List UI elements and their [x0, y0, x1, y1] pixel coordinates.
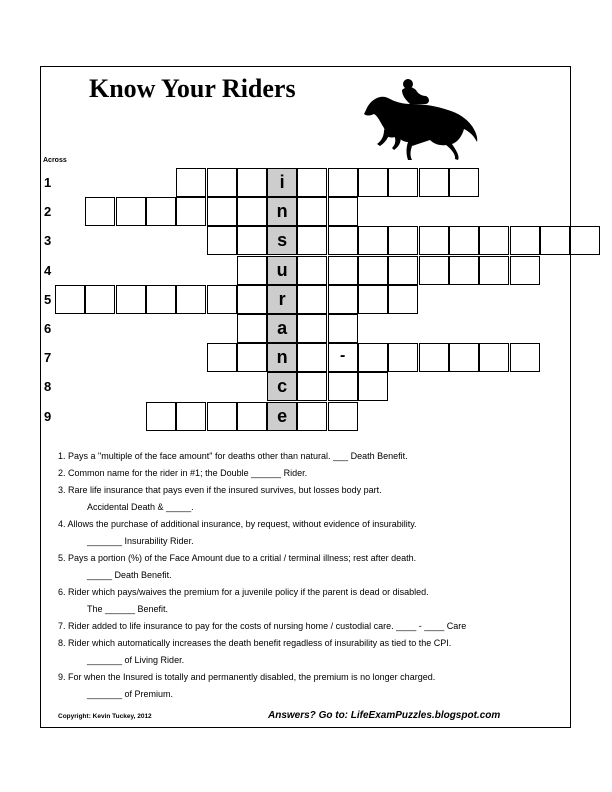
grid-cell[interactable] [297, 256, 327, 285]
clue-item [58, 618, 558, 635]
grid-cell[interactable] [328, 372, 358, 401]
grid-cell[interactable] [297, 343, 327, 372]
row-number: 9 [44, 408, 52, 424]
grid-cell[interactable] [328, 226, 358, 255]
clue-item [58, 482, 558, 516]
grid-cell[interactable] [419, 256, 449, 285]
clue-text: 6. Rider which pays/waives the premium for a juvenile policy if the parent is dead or disabled. [58, 587, 429, 597]
grid-cell[interactable] [237, 314, 267, 343]
grid-cell[interactable] [237, 197, 267, 226]
grid-cell[interactable] [297, 402, 327, 431]
grid-cell[interactable] [176, 168, 206, 197]
grid-cell[interactable] [449, 168, 479, 197]
shaded-letter-cell[interactable]: u [267, 256, 297, 285]
grid-cell[interactable] [328, 285, 358, 314]
clue-answer-line: The ______ Benefit. [87, 604, 169, 614]
grid-cell[interactable] [328, 197, 358, 226]
shaded-letter-cell[interactable]: s [267, 226, 297, 255]
grid-cell[interactable] [297, 226, 327, 255]
grid-cell[interactable] [328, 256, 358, 285]
row-number: 1 [44, 175, 52, 190]
shaded-letter-cell[interactable]: n [267, 343, 297, 372]
clue-answer-line: _____ Death Benefit. [87, 570, 172, 580]
grid-cell[interactable] [297, 372, 327, 401]
clue-text: 4. Allows the purchase of additional insurance, by request, without evidence of insurability. [58, 519, 417, 529]
shaded-letter-cell[interactable]: i [267, 168, 297, 197]
grid-cell[interactable] [358, 256, 388, 285]
clue-text: 1. Pays a "multiple of the face amount" for deaths other than natural. ___ Death Benefit. [58, 451, 408, 461]
clue-answer-line: Accidental Death & _____. [87, 502, 194, 512]
grid-cell[interactable] [388, 343, 418, 372]
clue-answer-line: _______ Insurability Rider. [87, 536, 194, 546]
grid-cell[interactable] [388, 285, 418, 314]
grid-cell[interactable] [449, 226, 479, 255]
grid-cell[interactable] [116, 285, 146, 314]
grid-cell[interactable] [510, 226, 540, 255]
grid-cell[interactable] [510, 343, 540, 372]
dash-cell[interactable]: - [328, 343, 358, 372]
clue-item [58, 635, 558, 669]
grid-cell[interactable] [297, 197, 327, 226]
grid-cell[interactable] [237, 168, 267, 197]
grid-cell[interactable] [237, 402, 267, 431]
grid-cell[interactable] [297, 314, 327, 343]
grid-cell[interactable] [85, 197, 115, 226]
grid-cell[interactable] [176, 402, 206, 431]
row-number: 3 [44, 233, 52, 249]
grid-cell[interactable] [237, 226, 267, 255]
grid-cell[interactable] [540, 226, 570, 255]
copyright-text: Copyright: Kevin Tuckey, 2012 [58, 713, 152, 720]
grid-cell[interactable] [237, 285, 267, 314]
row-number: 2 [44, 204, 52, 220]
clue-list [58, 448, 558, 703]
grid-cell[interactable] [176, 285, 206, 314]
grid-cell[interactable] [207, 226, 237, 255]
racehorse-jockey-image [360, 76, 480, 162]
across-label: Across [43, 157, 67, 164]
shaded-letter-cell[interactable]: e [267, 402, 297, 431]
grid-cell[interactable] [388, 168, 418, 197]
shaded-letter-cell[interactable]: c [267, 372, 297, 401]
grid-cell[interactable] [358, 285, 388, 314]
clue-text: 9. For when the Insured is totally and permanently disabled, the premium is no longer charged. [58, 672, 436, 682]
grid-cell[interactable] [297, 168, 327, 197]
grid-cell[interactable] [510, 256, 540, 285]
clue-item [58, 516, 558, 550]
grid-cell[interactable] [55, 285, 85, 314]
grid-cell[interactable] [85, 285, 115, 314]
grid-cell[interactable] [449, 256, 479, 285]
page-title: Know Your Riders [89, 74, 296, 103]
shaded-letter-cell[interactable]: a [267, 314, 297, 343]
grid-cell[interactable] [297, 285, 327, 314]
grid-cell[interactable] [358, 343, 388, 372]
clue-item [58, 550, 558, 584]
row-number: 6 [44, 321, 52, 336]
row-number: 5 [44, 291, 52, 307]
grid-cell[interactable] [419, 168, 449, 197]
answers-link-text: Answers? Go to: LifeExamPuzzles.blogspot.com [268, 710, 501, 721]
grid-cell[interactable] [237, 256, 267, 285]
grid-cell[interactable] [237, 343, 267, 372]
clue-item [58, 465, 558, 482]
grid-cell[interactable] [479, 343, 509, 372]
clue-item [58, 448, 558, 465]
grid-cell[interactable] [479, 226, 509, 255]
clue-answer-line: _______ of Premium. [87, 689, 174, 699]
grid-cell[interactable] [358, 226, 388, 255]
grid-cell[interactable] [207, 402, 237, 431]
clue-text: 2. Common name for the rider in #1; the Double ______ Rider. [58, 468, 308, 478]
grid-cell[interactable] [419, 226, 449, 255]
grid-cell[interactable] [358, 372, 388, 401]
grid-cell[interactable] [207, 168, 237, 197]
grid-cell[interactable] [570, 226, 600, 255]
clue-text: 8. Rider which automatically increases the death benefit regadless of insurability as tied to the CPI. [58, 638, 452, 648]
clue-item [58, 584, 558, 618]
grid-cell[interactable] [116, 197, 146, 226]
grid-cell[interactable] [419, 343, 449, 372]
shaded-letter-cell[interactable]: r [267, 285, 297, 314]
clue-answer-line: _______ of Living Rider. [87, 655, 185, 665]
clue-text: 3. Rare life insurance that pays even if the insured survives, but losses body part. [58, 485, 382, 495]
grid-cell[interactable] [328, 402, 358, 431]
grid-cell[interactable] [328, 168, 358, 197]
grid-cell[interactable] [207, 197, 237, 226]
row-number: 4 [44, 262, 52, 278]
shaded-letter-cell[interactable]: n [267, 197, 297, 226]
grid-cell[interactable] [207, 285, 237, 314]
clue-text: 5. Pays a portion (%) of the Face Amount due to a critial / terminal illness; rest after death. [58, 553, 417, 563]
clue-text: 7. Rider added to life insurance to pay for the costs of nursing home / custodial care. ____ - ____ Care [58, 621, 467, 631]
grid-cell[interactable] [176, 197, 206, 226]
grid-cell[interactable] [207, 343, 237, 372]
grid-cell[interactable] [388, 256, 418, 285]
grid-cell[interactable] [146, 197, 176, 226]
grid-cell[interactable] [358, 168, 388, 197]
grid-cell[interactable] [146, 402, 176, 431]
grid-cell[interactable] [388, 226, 418, 255]
grid-cell[interactable] [479, 256, 509, 285]
grid-cell[interactable] [328, 314, 358, 343]
grid-cell[interactable] [146, 285, 176, 314]
row-number: 8 [44, 379, 52, 395]
row-number: 7 [44, 350, 52, 366]
clue-item [58, 669, 558, 703]
grid-cell[interactable] [449, 343, 479, 372]
